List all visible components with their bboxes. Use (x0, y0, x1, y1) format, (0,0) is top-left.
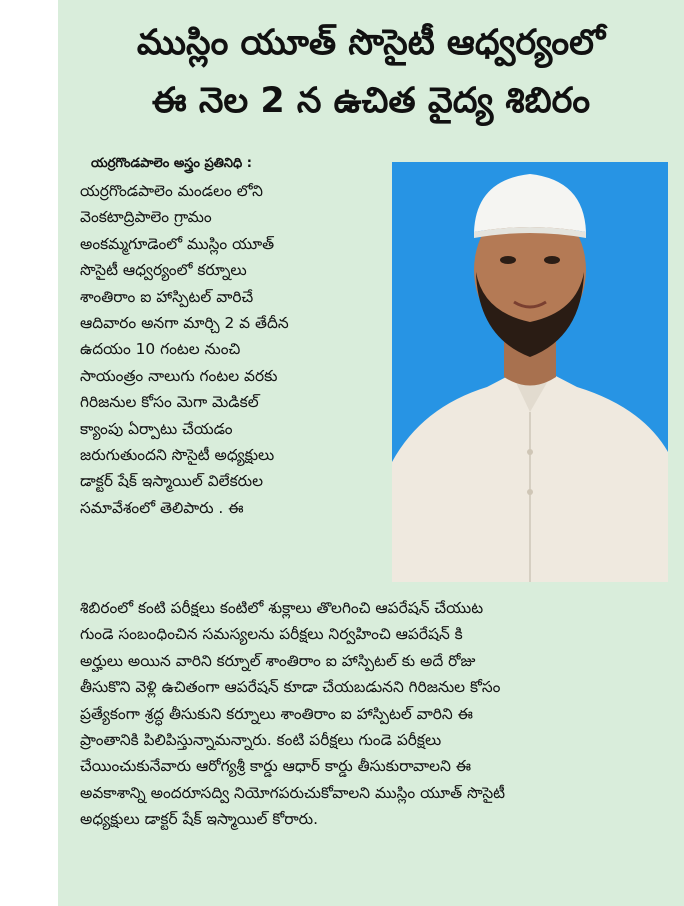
headline (58, 14, 684, 130)
portrait-illustration (392, 162, 668, 582)
body-line: గుండె సంబంధించిన సమస్యలను పరీక్షలు నిర్వహించి ఆపరేషన్ కి (80, 625, 463, 644)
article-body-narrow (80, 178, 289, 521)
body-line: గిరిజనుల కోసం మెగా మెడికల్ (80, 393, 259, 412)
body-line: సమావేశంలో తెలిపారు . ఈ (80, 498, 244, 517)
body-line: అర్హులు అయిన వారిని కర్నూల్ శాంతిరాం ఐ హాస్పిటల్ కు అదే రోజు (80, 651, 476, 670)
body-line: డాక్టర్ షేక్ ఇస్మాయిల్ విలేకరుల (80, 472, 263, 491)
body-line: అంకమ్మగూడెంలో ముస్లిం యూత్ (80, 234, 275, 253)
portrait-photo (392, 162, 668, 582)
body-line: యర్రగొండపాలెం మండలం లోని (80, 182, 263, 200)
body-line: వెంకటాద్రిపాలెం గ్రామం (80, 208, 212, 227)
body-line: సాయంత్రం నాలుగు గంటల వరకు (80, 366, 278, 385)
body-line: అవకాశాన్ని అందరూసద్వి నియోగపరుచుకోవాలని ముస్లిం యూత్ సొసైటీ (80, 783, 506, 802)
body-line: ప్రాంతానికి పిలిపిస్తున్నామన్నారు. కంటి పరీక్షలు గుండె పరీక్షలు (80, 730, 442, 749)
body-line: చేయించుకునేవారు ఆరోగ్యశ్రీ కార్డు ఆధార్ కార్డు తీసుకురావాలని ఈ (80, 757, 472, 776)
body-line: శాంతిరాం ఐ హాస్పిటల్ వారిచే (80, 287, 254, 306)
body-line: ఉదయం 10 గంటల నుంచి (80, 340, 241, 359)
headline-line-1: ముస్లిం యూత్ సొసైటీ ఆధ్వర్యంలో (136, 23, 606, 63)
body-line: శిబిరంలో కంటి పరీక్షలు కంటిలో శుక్లాలు తొలగించి ఆపరేషన్ చేయుట (80, 599, 484, 617)
body-line: ప్రత్యేకంగా శ్రద్ధ తీసుకుని కర్నూలు శాంతిరాం ఐ హాస్పిటల్ వారిని ఈ (80, 704, 473, 723)
body-line: తీసుకొని వెళ్లి ఉచితంగా ఆపరేషన్ కూడా చేయబడునని గిరిజనుల కోసం (80, 678, 501, 697)
article-body-wide (80, 595, 505, 833)
body-line: ఆదివారం అనగా మార్చి 2 వ తేదీన (80, 313, 289, 332)
body-line: జరుగుతుందని సొసైటీ అధ్యక్షులు (80, 445, 275, 464)
body-line: అధ్యక్షులు డాక్టర్ షేక్ ఇస్మాయిల్ కోరారు. (80, 810, 318, 829)
headline-line-2: ఈ నెల 2 న ఉచిత వైద్య శిబిరం (151, 81, 591, 121)
dateline: యర్రగొండపాలెం అస్త్రం ప్రతినిధి : (91, 156, 252, 171)
body-line: సొసైటీ ఆధ్వర్యంలో కర్నూలు (80, 261, 247, 280)
body-line: క్యాంపు ఏర్పాటు చేయడం (80, 419, 233, 438)
